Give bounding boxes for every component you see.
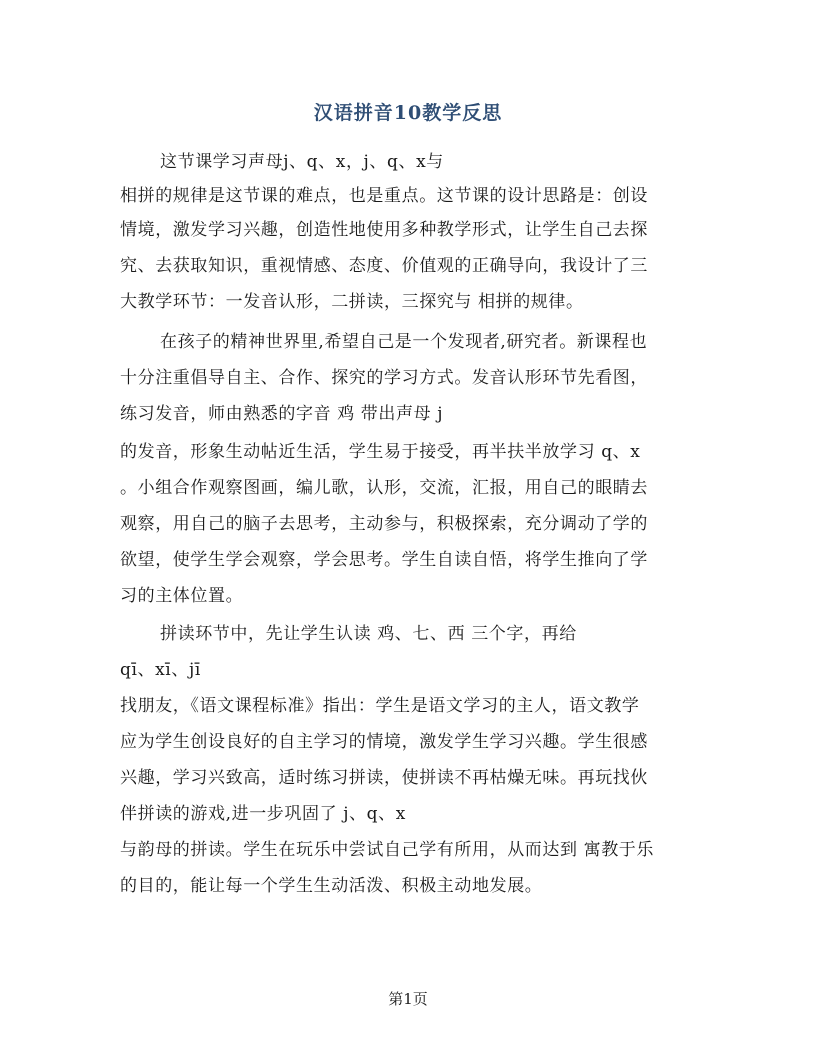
text-line: 大教学环节：一发音认形，二拼读，三探究与 相拼的规律。 [120,292,584,312]
text-line: 。小组合作观察图画，编儿歌，认形，交流，汇报，用自己的眼睛去 [120,478,648,498]
text-line: 究、去获取知识，重视情感、态度、价值观的正确导向，我设计了三 [120,256,648,276]
text-line: 十分注重倡导自主、合作、探究的学习方式。发音认形环节先看图， [120,368,648,388]
text-line: 欲望，使学生学会观察，学会思考。学生自读自悟，将学生推向了学 [120,550,648,570]
text-line: 兴趣，学习兴致高，适时练习拼读，使拼读不再枯燥无味。再玩找伙 [120,768,648,788]
text-line: 在孩子的精神世界里,希望自己是一个发现者,研究者。新课程也 [160,332,648,352]
text-line: 习的主体位置。 [120,586,244,606]
text-line: 观察，用自己的脑子去思考，主动参与，积极探索，充分调动了学的 [120,514,648,534]
text-line: 相拼的规律是这节课的难点，也是重点。这节课的设计思路是：创设 [120,186,648,206]
text-line: 与韵母的拼读。学生在玩乐中尝试自己学有所用，从而达到 寓教于乐 [120,840,655,860]
text-line: 的目的，能让每一个学生生动活泼、积极主动地发展。 [120,876,543,896]
text-line: 练习发音，师由熟悉的字音 鸡 带出声母 j [120,404,444,424]
text-line: 找朋友，《语文课程标准》指出：学生是语文学习的主人，语文教学 [120,696,640,716]
text-line: 应为学生创设良好的自主学习的情境，激发学生学习兴趣。学生很感 [120,732,648,752]
text-line: 这节课学习声母j、q、x，j、q、x与 [160,152,444,172]
page-number: 第1页 [388,990,428,1008]
text-line: qī、xī、jī [120,660,201,680]
text-line: 伴拼读的游戏,进一步巩固了 j、q、x [120,804,406,824]
document-title: 汉语拼音10教学反思 [313,102,503,124]
text-line: 的发音，形象生动帖近生活，学生易于接受，再半扶半放学习 q、x [120,442,641,462]
text-line: 情境，激发学习兴趣，创造性地使用多种教学形式，让学生自己去探 [120,220,648,240]
text-line: 拼读环节中，先让学生认读 鸡、七、西 三个字，再给 [160,624,577,644]
